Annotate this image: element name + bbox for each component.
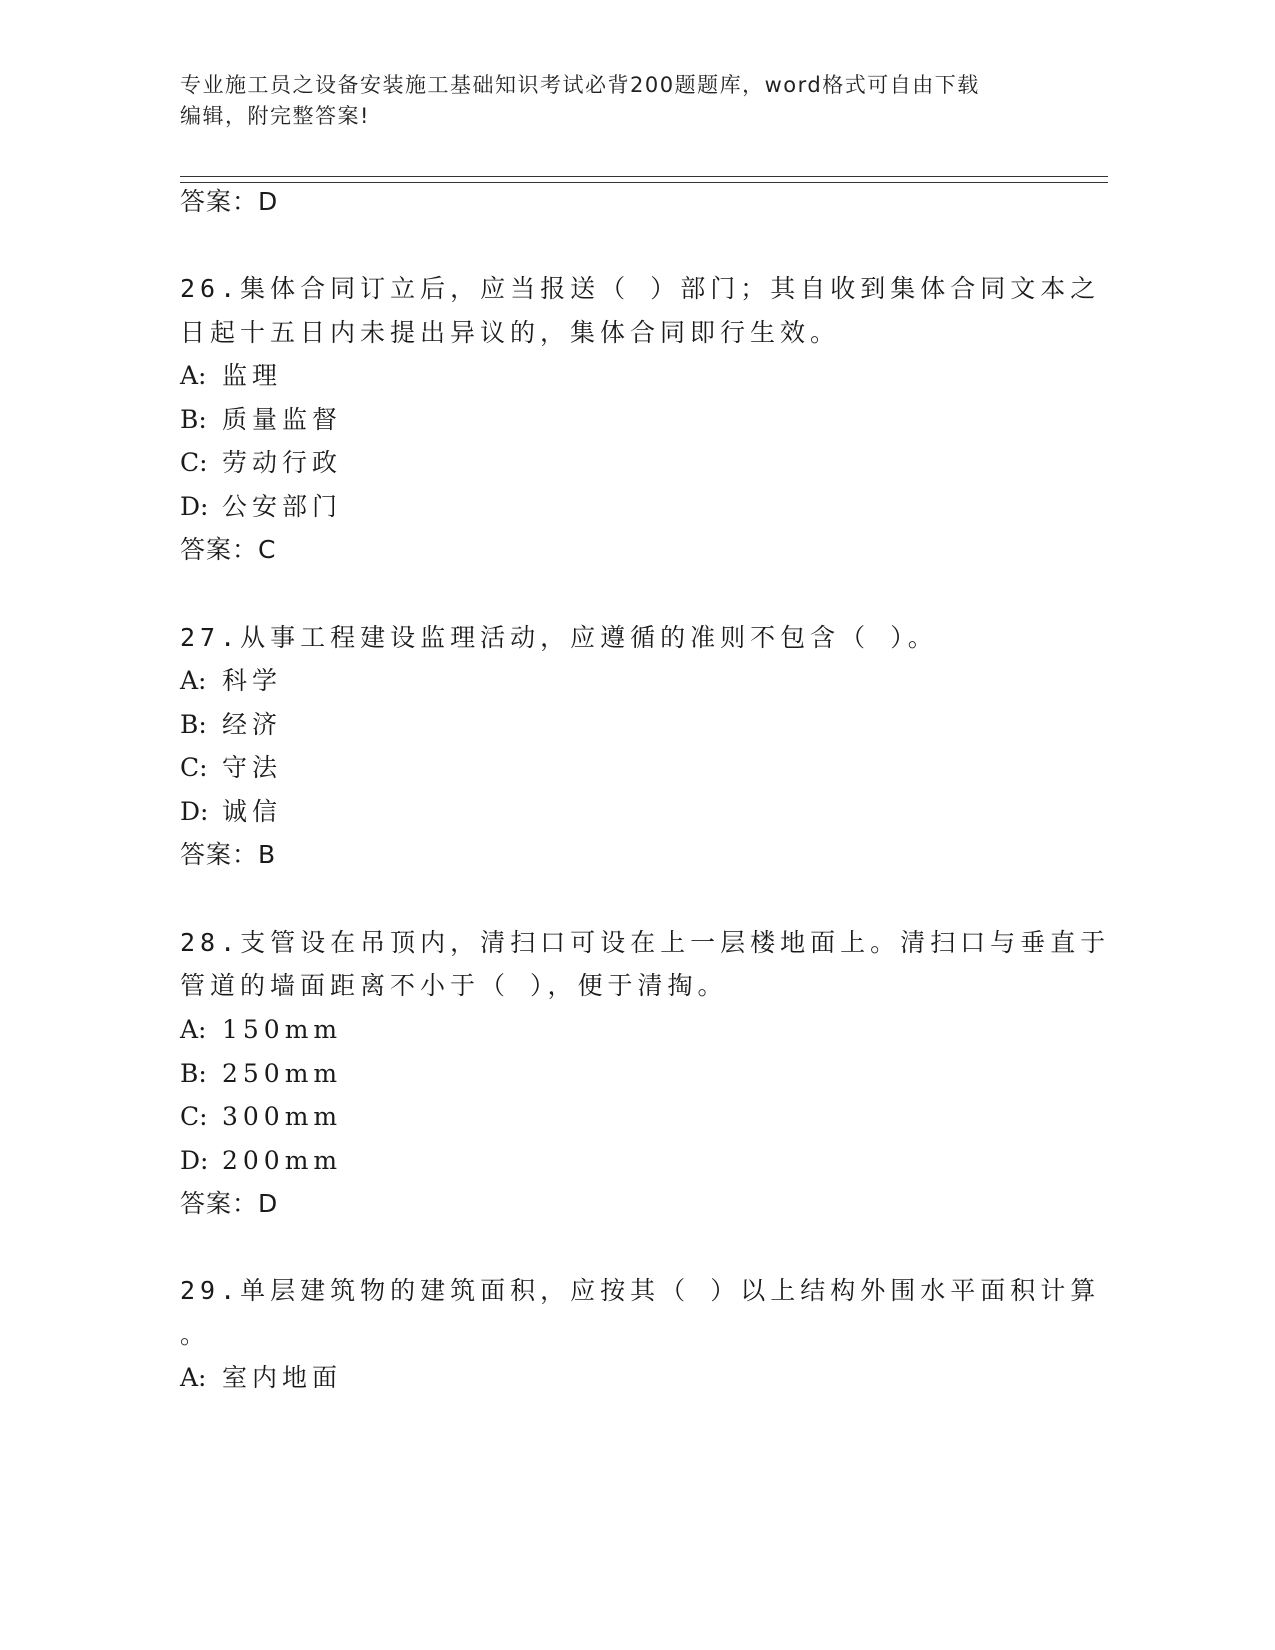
option-d	[180, 1139, 342, 1183]
option-key: C:	[180, 1102, 208, 1131]
option-a	[180, 659, 282, 703]
option-key: B:	[180, 405, 207, 434]
option-a	[180, 1356, 342, 1400]
answer-line: 答案：C	[180, 535, 277, 564]
option-text: 250mm	[222, 1059, 343, 1088]
option-d	[180, 790, 282, 834]
option-key: B:	[180, 710, 207, 739]
option-b	[180, 1052, 342, 1096]
document-header	[180, 70, 1040, 132]
option-text: 诚信	[222, 797, 283, 826]
option-text: 150mm	[222, 1015, 343, 1044]
document-page	[180, 0, 1110, 1650]
option-key: D:	[180, 797, 209, 826]
option-key: A:	[180, 666, 207, 695]
option-c	[180, 441, 342, 485]
option-key: A:	[180, 361, 207, 390]
option-text: 科学	[222, 666, 283, 695]
option-text: 质量监督	[222, 405, 343, 434]
option-text: 监理	[222, 361, 283, 390]
option-a	[180, 1008, 342, 1052]
option-key: A:	[180, 1363, 207, 1392]
option-b	[180, 398, 342, 442]
option-c	[180, 1095, 342, 1139]
header-line-2: 编辑，附完整答案!	[180, 104, 370, 128]
question-text-line: 28.支管设在吊顶内，清扫口可设在上一层楼地面上。清扫口与垂直于	[180, 928, 1111, 957]
option-key: D:	[180, 1146, 209, 1175]
option-text: 守法	[222, 753, 283, 782]
option-text: 经济	[222, 710, 283, 739]
option-a	[180, 354, 282, 398]
option-key: D:	[180, 492, 209, 521]
option-key: C:	[180, 448, 208, 477]
question-text-line: 29.单层建筑物的建筑面积，应按其（ ）以上结构外围水平面积计算	[180, 1276, 1101, 1305]
question-text-line: 。	[180, 1320, 211, 1349]
option-text: 200mm	[222, 1146, 343, 1175]
question-text-line: 26.集体合同订立后，应当报送（ ）部门；其自收到集体合同文本之	[180, 274, 1101, 303]
header-divider	[180, 176, 1108, 183]
answer-line: 答案：D	[180, 1189, 279, 1218]
option-b	[180, 703, 282, 747]
option-key: A:	[180, 1015, 207, 1044]
option-c	[180, 746, 282, 790]
answer-line: 答案：B	[180, 840, 277, 869]
option-text: 300mm	[222, 1102, 343, 1131]
header-line-1: 专业施工员之设备安装施工基础知识考试必背200题题库，word格式可自由下载	[180, 73, 980, 97]
option-d	[180, 485, 342, 529]
question-text-line: 管道的墙面距离不小于（ ），便于清掏。	[180, 971, 728, 1000]
question-text-line: 日起十五日内未提出异议的，集体合同即行生效。	[180, 318, 841, 347]
option-key: B:	[180, 1059, 207, 1088]
answer-line: 答案：D	[180, 187, 279, 216]
option-text: 室内地面	[222, 1363, 343, 1392]
option-text: 公安部门	[222, 492, 343, 521]
option-text: 劳动行政	[222, 448, 343, 477]
option-key: C:	[180, 753, 208, 782]
question-text-line: 27.从事工程建设监理活动，应遵循的准则不包含（ ）。	[180, 623, 938, 652]
